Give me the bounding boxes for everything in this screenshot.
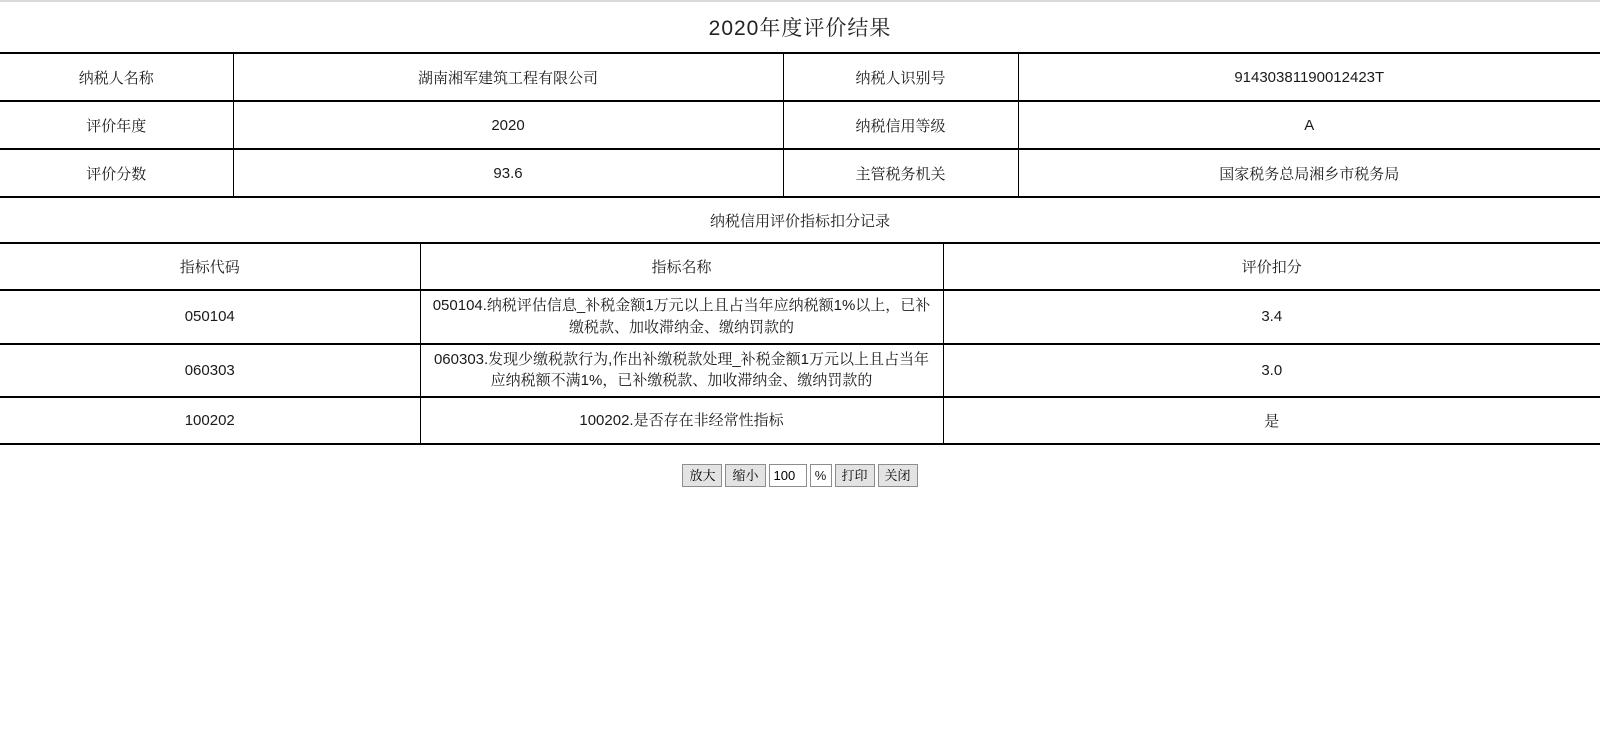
table-row (0, 101, 1600, 149)
eval-year-label: 评价年度 (0, 101, 233, 149)
deduction-header: 评价扣分 (943, 243, 1600, 290)
tax-authority-label: 主管税务机关 (783, 149, 1018, 197)
zoom-out-button[interactable]: 缩小 (725, 464, 765, 487)
taxpayer-id-value: 91430381190012423T (1018, 53, 1600, 101)
taxpayer-name-label: 纳税人名称 (0, 53, 233, 101)
zoom-in-button[interactable]: 放大 (682, 464, 722, 487)
deduction-indicator-table (0, 242, 1600, 445)
taxpayer-name-value: 湖南湘军建筑工程有限公司 (233, 53, 783, 101)
indicator-deduction: 是 (943, 397, 1600, 444)
indicator-name-header: 指标名称 (420, 243, 943, 290)
table-row (0, 344, 1600, 398)
table-row (0, 290, 1600, 344)
credit-rating-value: A (1018, 101, 1600, 149)
indicator-deduction: 3.4 (943, 290, 1600, 344)
indicator-code: 060303 (0, 344, 420, 398)
indicator-name: 050104.纳税评估信息_补税金额1万元以上且占当年应纳税额1%以上，已补缴税款、加收滞纳金、缴纳罚款的 (420, 290, 943, 344)
eval-year-value: 2020 (233, 101, 783, 149)
indicator-name: 060303.发现少缴税款行为,作出补缴税款处理_补税金额1万元以上且占当年应纳税额不满1%，已补缴税款、加收滞纳金、缴纳罚款的 (420, 344, 943, 398)
table-row (0, 53, 1600, 101)
close-button[interactable]: 关闭 (878, 464, 918, 487)
indicator-name: 100202.是否存在非经常性指标 (420, 397, 943, 444)
eval-score-label: 评价分数 (0, 149, 233, 197)
percent-label: % (810, 464, 832, 487)
taxpayer-info-table (0, 52, 1600, 198)
print-button[interactable]: 打印 (835, 464, 875, 487)
indicator-code: 050104 (0, 290, 420, 344)
table-row (0, 397, 1600, 444)
credit-rating-label: 纳税信用等级 (783, 101, 1018, 149)
taxpayer-id-label: 纳税人识别号 (783, 53, 1018, 101)
indicator-code-header: 指标代码 (0, 243, 420, 290)
table-header-row (0, 243, 1600, 290)
deduction-section-title: 纳税信用评价指标扣分记录 (709, 212, 890, 230)
table-row (0, 149, 1600, 197)
zoom-percent-input[interactable] (769, 464, 807, 487)
toolbar (0, 464, 1600, 487)
indicator-deduction: 3.0 (943, 344, 1600, 398)
indicator-code: 100202 (0, 397, 420, 444)
eval-score-value: 93.6 (233, 149, 783, 197)
page-title: 2020年度评价结果 (708, 17, 892, 40)
tax-authority-value: 国家税务总局湘乡市税务局 (1018, 149, 1600, 197)
